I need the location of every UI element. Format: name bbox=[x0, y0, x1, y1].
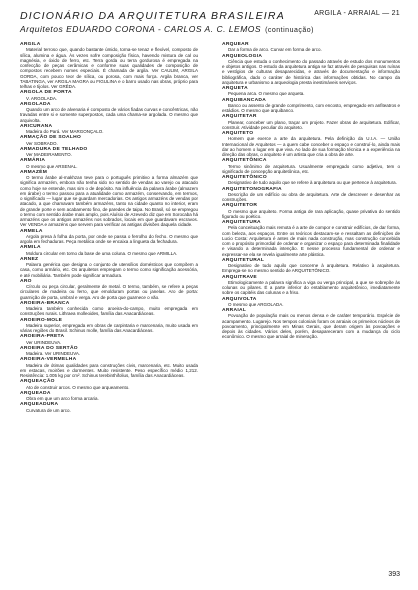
entry-definition: Designativo de tudo aquilo que se refere à arquitetura ou que pertence à arquitetura. bbox=[228, 180, 397, 186]
dictionary-entry bbox=[222, 131, 400, 157]
entry-headword: ARQUITETURA bbox=[222, 220, 261, 225]
dictionary-entry bbox=[20, 402, 198, 413]
continuation-note: (continuação) bbox=[265, 27, 314, 34]
dictionary-entry bbox=[20, 318, 198, 334]
entry-headword: ARQUIBANCADA bbox=[222, 97, 267, 103]
dictionary-entry bbox=[20, 147, 198, 158]
entry-headword: ARQUEAÇÃO bbox=[20, 379, 55, 385]
running-head: ARGILA - ARRAIAL — 21 bbox=[314, 10, 400, 17]
entry-headword: ARQUITETÔNICA bbox=[222, 158, 267, 164]
entry-definition: Termo sinônimo de arquitetura. Usualmente empregado como adjetivo, tem o significado de concepção arquitetônica, etc. bbox=[222, 163, 400, 174]
entry-headword: ARQUITETÔNICO bbox=[222, 175, 267, 180]
entry-headword: ARQUITETONOGRAFIA bbox=[222, 186, 282, 192]
entry-definition: Ciência que estuda o conhecimento do passado através de estudo dos monumentos e objetos antigos. O estudo da arquitetura antiga se faz através de pesquisas nas ruínas e vestígios de culturas desaparecidas, e através de documentação e informação bibliográfica, dado o caráter de histórica das informações obtidas. No campo da arquitetura e urbanismo a arqueologia presta inestimáveis serviços. bbox=[222, 58, 400, 85]
entry-headword: ARQUEOLOGIA bbox=[222, 53, 263, 59]
entry-definition: V. ARGOLADA. bbox=[26, 95, 58, 101]
entry-definition: Palavra genérica que designa o conjunto de utensílios domésticos que compõem a casa, como armário, etc. Os arquitetos empregam o termo como significação acessória, e até mobiliária. Também pode significar armadura. bbox=[20, 262, 198, 278]
entry-definition: O mesmo que ARSENAL. bbox=[26, 163, 78, 169]
page-number: 393 bbox=[388, 571, 400, 578]
entry-definition: Círculo ou peça circular, geralmente de metal. O termo, também, se refere a peças circulares de madeira ou ferro, que emolduram portas ou janelas. Aro de porta: guarnição de porta, umbral e verga. Aro de porta que guarnece o vão. bbox=[20, 284, 198, 300]
entry-headword: ARGOLA DE PORTA bbox=[20, 90, 72, 96]
entry-definition: Ver MADEIRAMENTO. bbox=[26, 152, 72, 157]
page-header bbox=[20, 10, 400, 34]
entry-headword: ARGILA bbox=[20, 42, 41, 47]
entry-headword: ARMELA bbox=[20, 228, 43, 234]
entry-definition: Obra em que um arco forma arcaria. bbox=[26, 396, 99, 401]
dictionary-entry bbox=[20, 229, 198, 245]
entry-headword: ARQUITETAR bbox=[222, 114, 257, 120]
entry-definition: O mesmo que ARGOLADA. bbox=[228, 301, 284, 307]
dictionary-entry bbox=[222, 187, 400, 203]
entry-definition: Homem que exerce a arte da arquitetura. Pela definição da U.I.A. — União Internacional de Arquitetos — a quem cabe conceber o espaço e construí-lo, ainda mais dar ao homem o lugar em que viva. Ao lado de sua formação técnica e a experiência na direção das obras, o arquiteto é um artista que cria a obra de arte. bbox=[222, 136, 400, 157]
dictionary-entry bbox=[20, 391, 198, 402]
dictionary-entry bbox=[222, 114, 400, 130]
dictionary-entry bbox=[222, 203, 400, 219]
dictionary-entry bbox=[20, 245, 198, 256]
entry-headword: ARGOLADA bbox=[20, 101, 51, 107]
entry-headword: ARQUITETURAL bbox=[222, 257, 265, 263]
entry-headword: ARNEZ bbox=[20, 256, 39, 262]
entry-headword: ARQUETA bbox=[222, 86, 248, 91]
entry-definition: Ato de construir arcos. O mesmo que arqueamento. bbox=[26, 384, 130, 390]
dictionary-entry bbox=[222, 158, 400, 174]
dictionary-entry bbox=[20, 90, 198, 101]
dictionary-entry bbox=[20, 357, 198, 378]
dictionary-entry bbox=[222, 308, 400, 340]
entry-definition: Pela conceituação mais remota é a arte de compor e construir edifícios, de dar forma, com beleza, aos espaços. Entre os teóricos destacam-se e ressaltam as definições de Lucio Costa: Arquitetura é antes de mais nada construção, mas construção concebida com o propósito primordial de ordenar e organizar o espaço para determinada finalidade e visando a determinada intenção. E nesse processo fundamental de ordenar e expressar-se ela se revela igualmente arte plástica. bbox=[222, 225, 400, 257]
entry-definition: Etimologicamente a palavra significa a viga ou verga principal, a que se sobrepõe às colunas ou pilares. É a parte inferior do entablamento arquitetônico, imediatamente sobre os capitéis das colunas e a friso. bbox=[222, 279, 400, 296]
entry-definition: Moldura circular em torno da base de uma coluna. O mesmo que ARMILLA. bbox=[26, 250, 178, 256]
entry-definition: Dar a forma de arco. Curvar em forma de arco. bbox=[228, 47, 322, 53]
entry-headword: ARQUEAR bbox=[222, 42, 249, 47]
entry-headword: ARQUEADA bbox=[20, 390, 51, 396]
entry-definition: Ver URINDEUVA. bbox=[26, 339, 62, 345]
dictionary-entry bbox=[222, 297, 400, 308]
entry-definition: O mesmo que arquiteto. Forma antiga de rara aplicação, quase privativa do sentido figurado ou poético. bbox=[222, 208, 400, 219]
entry-definition: Madeira. Ver URINDEUVA. bbox=[26, 351, 81, 356]
entry-definition: Madeira também conhecida como aroeira-do-campo, muito empregada em construções rurais. Lithraea molleoides, família das Anacardiáceas. bbox=[20, 306, 198, 317]
entry-headword: AROEIRA-BRANCA bbox=[20, 300, 70, 306]
dictionary-entry bbox=[222, 258, 400, 274]
dictionary-entry bbox=[20, 346, 198, 357]
entry-definition: Descrição de um edifício ou obra de arquitetura. Arte de descrever e desenhar as construções. bbox=[222, 191, 400, 202]
entry-definition: Ver SOBRADO. bbox=[26, 140, 58, 146]
entry-headword: ARICURANA bbox=[20, 123, 53, 129]
dictionary-entry bbox=[222, 42, 400, 53]
entry-definition: Curvatura de um arco. bbox=[26, 407, 71, 413]
entry-definition: Banco ou assento de grande comprimento, com encosto, empregado em anfiteatros e estádios. O mesmo que arquibanco. bbox=[222, 102, 400, 113]
dictionary-entry bbox=[222, 86, 400, 97]
entry-headword: ARQUEADURA bbox=[20, 402, 59, 408]
dictionary-entry bbox=[222, 220, 400, 257]
dictionary-entry bbox=[20, 301, 198, 317]
authors-line bbox=[20, 24, 400, 34]
entry-definition: Madeira de ótimas qualidades para construções civis, marcenaria, etc. Muito usada em estacas, moirões e dormentes. Muito resistente. Peso específico médio 1,212. Resistência: 1.005 kg por cm². Schinus terebinthifolius, família das Anacardiáceas. bbox=[20, 362, 198, 378]
dictionary-entry bbox=[20, 135, 198, 146]
entry-headword: AROEIRA-VERMELHA bbox=[20, 357, 77, 363]
dictionary-entry bbox=[20, 170, 198, 228]
entry-definition: Madeira do Pará. Ver MARGONÇALO. bbox=[26, 129, 104, 134]
dictionary-entry bbox=[20, 102, 198, 123]
entry-definition: Designativo de tudo aquilo que concerne à arquitetura. Relativo à arquitetura. Emprega-se no mesmo sentido de ARQUITETÔNICO. bbox=[222, 263, 400, 274]
entry-headword: ARMÁRIA bbox=[20, 158, 46, 164]
entry-definition: Povoação de população mais ou menos densa e de caráter temporário. Espécie de acampamento. Lugarejo. Nos tempos coloniais foram os arraiais os primeiros núcleos de povoamento, principalmente em Minas Gerais, que deram origem às povoações e depois às cidades. Vários deles, porém, desapareceram com a mudança do ciclo econômico. O mesmo que arraial de mineração. bbox=[222, 313, 400, 340]
dictionary-entry bbox=[222, 275, 400, 296]
entry-headword: ARQUITRAVE bbox=[222, 274, 257, 280]
right-column bbox=[222, 42, 400, 572]
dictionary-entry bbox=[20, 334, 198, 345]
entry-headword: ARMILA bbox=[20, 245, 41, 251]
dictionary-entry bbox=[20, 158, 198, 169]
entry-headword: ARMAZÉM bbox=[20, 169, 48, 175]
dictionary-entry bbox=[222, 54, 400, 86]
entry-definition: Argola presa à folha da porta, por onde se passa o ferrolho do fecho. O mesmo que argola em fechaduras. Peça metálica onde se encaixa a lingueta da fechadura. bbox=[20, 233, 198, 244]
entry-headword: AROEIRA DO SERTÃO bbox=[20, 345, 78, 351]
entry-headword: ARMADURA DE TELHADO bbox=[20, 146, 88, 152]
entry-headword: ARRAIAL bbox=[222, 308, 247, 313]
dictionary-entry bbox=[20, 257, 198, 278]
dictionary-entry bbox=[20, 279, 198, 300]
entry-definition: Pequena arca. O mesmo que arqueta. bbox=[228, 91, 305, 97]
entry-definition: Madeira superior, empregada em obras de carpintaria e marcenaria, muito usada em várias regiões do Brasil. Schinus molle, família das Anacardiáceas. bbox=[20, 322, 198, 333]
entry-headword: ARQUIVOLTA bbox=[222, 296, 257, 302]
dictionary-entry bbox=[222, 98, 400, 114]
entry-headword: AROEIRA-PRETA bbox=[20, 334, 65, 340]
dictionary-title: DICIONÁRIO DA ARQUITETURA BRASILEIRA bbox=[20, 10, 285, 22]
dictionary-entry bbox=[20, 124, 198, 135]
authors: Arquitetos EDUARDO CORONA - CARLOS A. C. LEMOS bbox=[20, 24, 262, 34]
dictionary-entry bbox=[20, 42, 198, 89]
entry-definition: Quando um arco de alvenaria é composto de vários fiadas curvas e concêntricas, não travadas entre si e somente superpostos, cada uma chama-se argolada. O mesmo que arquivolta. bbox=[20, 107, 198, 123]
dictionary-entry bbox=[20, 379, 198, 390]
entry-headword: AROEIRO-MOLE bbox=[20, 317, 63, 323]
entry-definition: Planear, conceber um plano, traçar um projeto. Fazer obras de arquitetura. Edificar, construir. Atividade peculiar do arquiteto. bbox=[222, 119, 400, 130]
dictionary-entry bbox=[222, 175, 400, 186]
entry-definition: Material terroso que, quando bastante úmido, torna-se tenaz e flexível, composto de sílica, alumina e água. Às vezes sofre composição física, havendo mistura de cal ou magnésia, e óxido de ferro, etc. Terra gorda ou terra gordurosa é empregada na confecção de peças cerâmicas e conforme suas qualidades de composição de compostos recebem nomes especiais. É chamada de argila. Ver CAULIM, ARGILA GORDA, com pouco teor de sílica, ou porosa, com mais força. Argila branca, ver TABATINGA, ver ARGILA MAGRA ou FIGULINA e o barro usado nas obras, próprio para telhas e tijolos. Ver GRÊDA. bbox=[20, 47, 198, 89]
left-column bbox=[20, 42, 198, 572]
entry-headword: ARQUITETOR bbox=[222, 203, 258, 209]
entry-headword: ARQUITETO bbox=[222, 131, 254, 136]
entry-headword: ARO bbox=[20, 278, 32, 284]
entry-definition: O termo árabe al-makhzan teve para o português primitivo a forma almazém que significa armazém, embora não tenha sido no sentido de vendas ao varejo ou atacado como hoje se entende, mas sim o de depósito. Na influência da palavra árabe (almazem em árabe) o termo passou para a atualidade como armazém, conservando, em termos, o significado — lugar que se guardam mercadorias. Os antigos armazéns de vendas por atacado, a que chamavam também armazéns, tanto na cidade quanto no interior, eram de grande porte e sem acabamento fino, de paredes de taipa. No Brasil, só se empregou o termo com sentido árabe mais amplo, pois Aluísio de Azevedo diz que em Sorocaba há armazéns que os antigos armazéns nos sobrados, locais em que guardavam escravos. Ver VENDA e armazéns que servem para verificar as antigas divisões daquela cidade. bbox=[20, 175, 198, 228]
entry-headword: ARMAÇÃO DE SOALHO bbox=[20, 135, 82, 141]
